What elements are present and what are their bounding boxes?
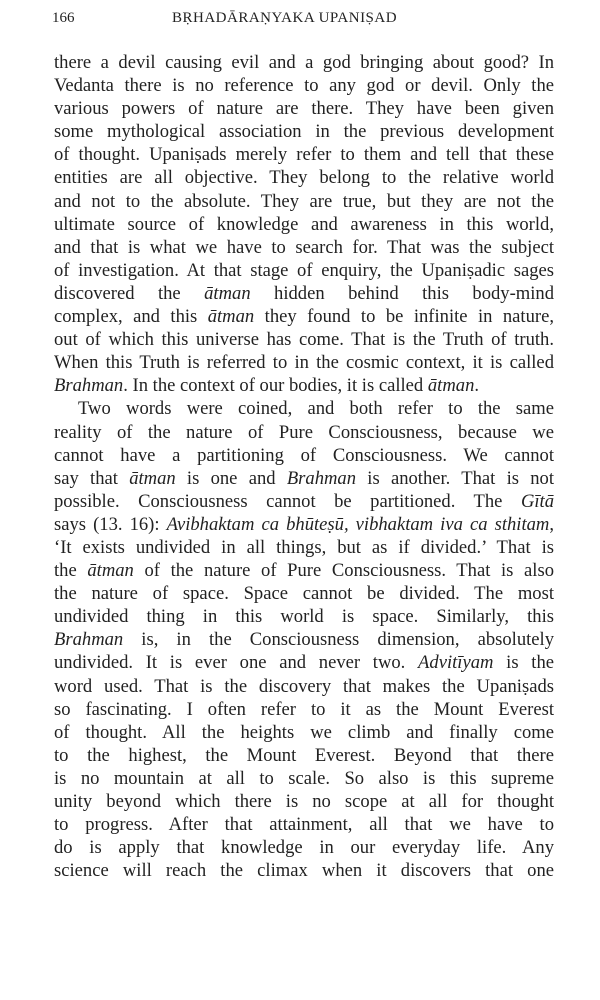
text-line: [54, 513, 554, 536]
italic-term: Brahman: [286, 467, 357, 489]
italic-term: Brahman: [54, 629, 124, 651]
text-run: say that: [54, 467, 130, 489]
text-line: [54, 651, 554, 674]
text-run: the: [54, 560, 88, 582]
text-run: is another. That is not: [356, 467, 554, 489]
running-title: BṚHADĀRAṆYAKA UPANIṢAD: [172, 10, 398, 26]
text-line: [54, 813, 554, 836]
text-run: ultimate source of knowledge and awareness in this world,: [54, 213, 554, 235]
italic-term: ātman: [204, 282, 251, 304]
text-run: and not to the absolute. They are true, but they are not the: [54, 190, 554, 212]
text-line: [54, 444, 554, 467]
text-line: [54, 397, 554, 420]
text-run: to progress. After that attainment, all that we have to: [54, 814, 554, 836]
text-run: so fascinating. I often refer to it as the Mount Everest: [54, 698, 554, 720]
text-run: the nature of space. Space cannot be divided. The most: [54, 583, 554, 605]
italic-term: Brahman: [54, 375, 124, 397]
text-run: of investigation. At that stage of enquiry, the Upaniṣadic sages: [54, 259, 554, 281]
text-run: When this Truth is referred to in the cosmic context, it is called: [54, 352, 554, 374]
text-run: and that is what we have to search for. That was the subject: [54, 236, 554, 258]
italic-term: ātman: [427, 375, 475, 397]
text-line: [54, 374, 554, 397]
text-line: [54, 744, 554, 767]
text-run: .: [474, 375, 480, 397]
text-line: [54, 675, 554, 698]
text-line: [54, 97, 554, 120]
paragraph: [54, 51, 554, 397]
italic-term: Advitīyam: [418, 652, 494, 674]
text-line: [54, 421, 554, 444]
text-line: [54, 328, 554, 351]
text-line: [54, 536, 554, 559]
text-run: cannot have a partitioning of Consciousness. We cannot: [54, 444, 554, 466]
text-line: [54, 143, 554, 166]
paragraph: [54, 397, 554, 882]
text-run: they found to be infinite in nature,: [254, 306, 554, 328]
text-line: [54, 767, 554, 790]
text-line: [54, 236, 554, 259]
text-run: reality of the nature of Pure Consciousness, because we: [54, 421, 554, 443]
text-run: hidden behind this body-mind: [250, 282, 554, 304]
text-line: [54, 120, 554, 143]
text-run: complex, and this: [54, 306, 208, 328]
text-line: [54, 859, 554, 882]
text-run: is no mountain at all to scale. So also is this supreme: [54, 767, 554, 789]
text-line: [54, 190, 554, 213]
text-line: [54, 351, 554, 374]
text-run: various powers of nature are there. They have been given: [54, 98, 554, 120]
text-run: do is apply that knowledge in our everyday life. Any: [54, 837, 554, 859]
italic-term: ātman: [207, 306, 255, 328]
text-run: Vedanta there is no reference to any god or devil. Only the: [54, 75, 554, 97]
text-line: [54, 628, 554, 651]
text-run: there a devil causing evil and a god bringing about good? In: [54, 52, 554, 73]
text-run: of thought. Upaniṣads merely refer to them and tell that these: [54, 144, 554, 166]
text-line: [54, 166, 554, 189]
italic-term: Avibhaktam ca bhūteṣū, vibhaktam iva ca sthitam: [166, 513, 550, 535]
page-number: 166: [52, 10, 75, 26]
text-run: . In the context of our bodies, it is called: [123, 375, 428, 397]
text-line: [54, 605, 554, 628]
italic-term: Gītā: [520, 490, 554, 512]
italic-term: ātman: [129, 467, 176, 489]
text-run: ,: [549, 513, 554, 535]
text-run: says (13. 16):: [54, 513, 167, 535]
text-run: unity beyond which there is no scope at all for thought: [54, 791, 554, 812]
running-head: [52, 10, 548, 32]
text-run: science will reach the climax when it discovers that one: [54, 860, 554, 882]
text-run: entities are all objective. They belong to the relative world: [54, 167, 554, 189]
text-run: undivided thing in this world is space. Similarly, this: [54, 606, 554, 628]
text-run: some mythological association in the previous development: [54, 121, 554, 143]
text-run: is one and: [175, 467, 287, 489]
text-run: undivided. It is ever one and never two.: [54, 652, 419, 674]
italic-term: ātman: [87, 560, 134, 582]
text-run: to the highest, the Mount Everest. Beyond that there: [54, 744, 554, 766]
text-run: possible. Consciousness cannot be partitioned. The: [54, 490, 521, 512]
text-line: [54, 305, 554, 328]
text-line: [54, 790, 554, 813]
text-run: of thought. All the heights we climb and finally come: [54, 721, 554, 743]
text-run: is the: [493, 652, 554, 674]
text-line: [54, 698, 554, 721]
text-run: of the nature of Pure Consciousness. That is also: [133, 560, 554, 582]
text-line: [54, 582, 554, 605]
text-line: [54, 467, 554, 490]
text-line: [54, 721, 554, 744]
text-line: [54, 213, 554, 236]
text-line: [54, 74, 554, 97]
body-text: [54, 51, 554, 882]
text-run: ‘It exists undivided in all things, but as if divided.’ That is: [54, 536, 554, 558]
text-run: Two words were coined, and both refer to the same: [78, 398, 554, 420]
text-line: [54, 259, 554, 282]
text-line: [54, 836, 554, 859]
text-run: discovered the: [54, 282, 205, 304]
text-line: [54, 282, 554, 305]
text-line: [54, 559, 554, 582]
text-line: [54, 490, 554, 513]
text-run: word used. That is the discovery that makes the Upaniṣads: [54, 675, 554, 697]
text-run: is, in the Consciousness dimension, absolutely: [123, 629, 554, 651]
text-run: out of which this universe has come. That is the Truth of truth.: [54, 329, 554, 351]
text-line: [54, 51, 554, 74]
